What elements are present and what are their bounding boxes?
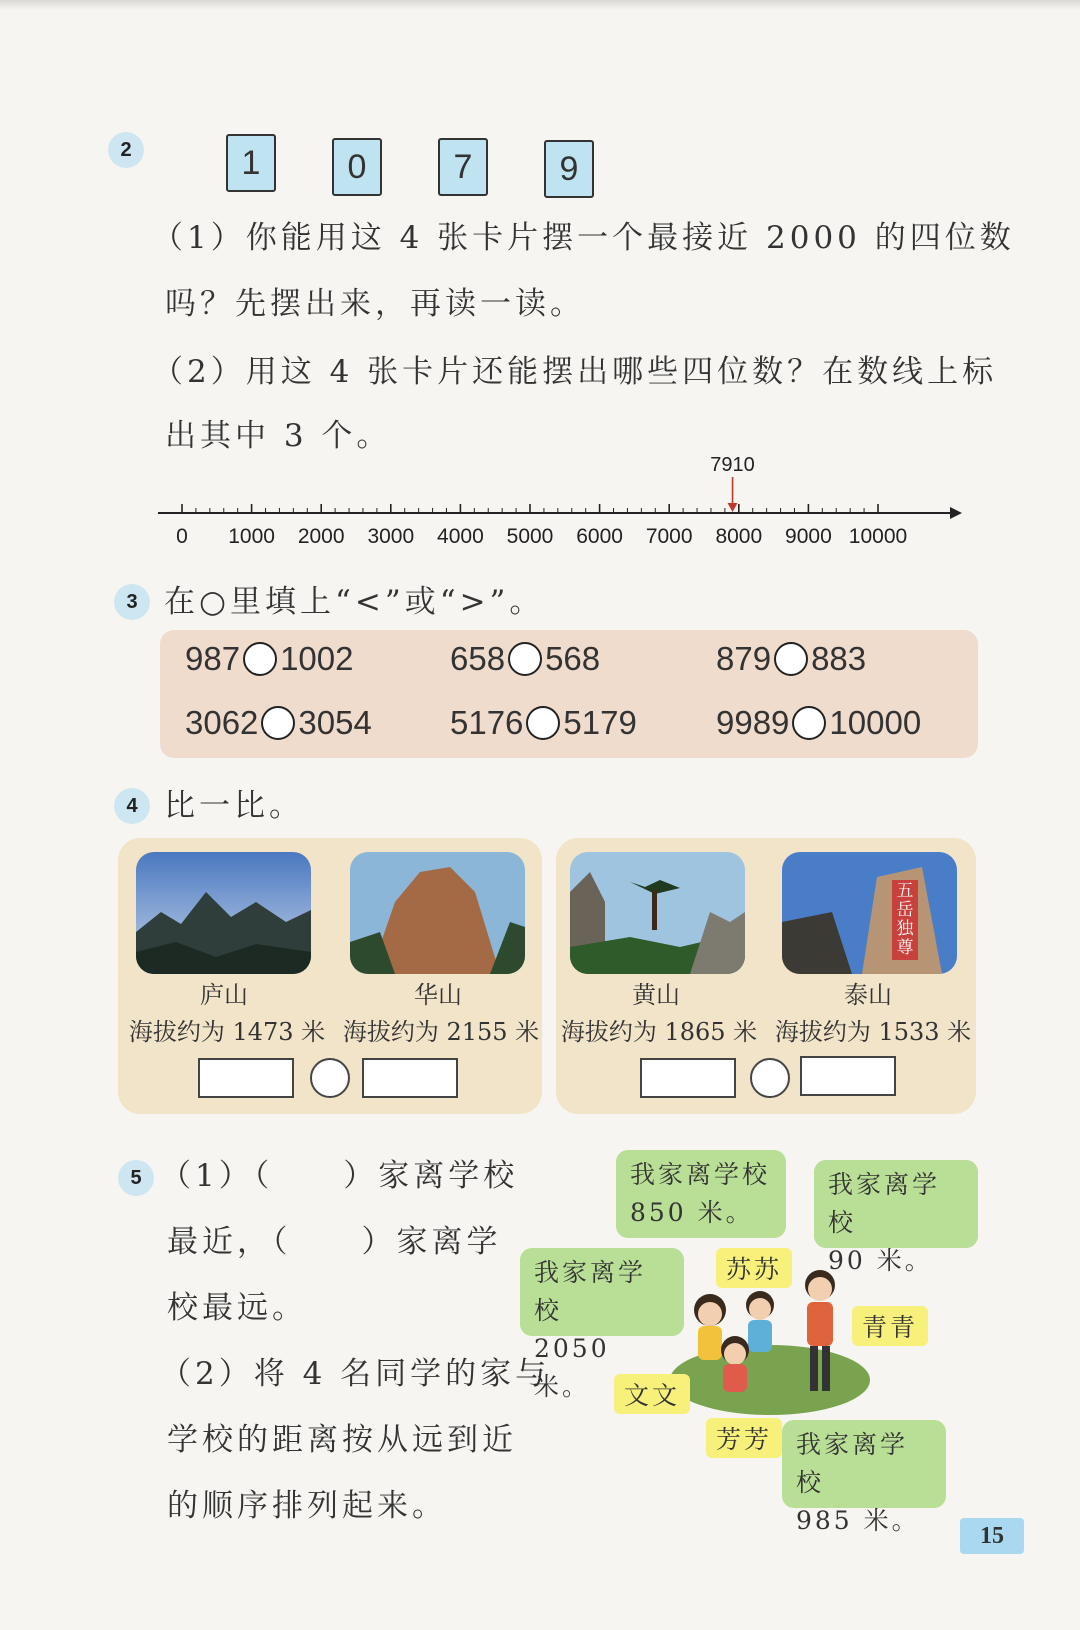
mountain-name: 泰山 [844, 981, 892, 1009]
answer-box[interactable] [800, 1056, 896, 1096]
mountain-name: 庐山 [200, 981, 248, 1009]
number-line-arrow-icon [950, 507, 962, 519]
bubble-text: 我家离学校 [828, 1170, 941, 1237]
answer-circle[interactable] [526, 706, 560, 740]
q5-part2-line1: （2）将 4 名同学的家与 [160, 1356, 551, 1392]
bubble-text: 2050 米。 [534, 1334, 610, 1401]
answer-circle[interactable] [508, 642, 542, 676]
q2-part1-line1: （1）你能用这 4 张卡片摆一个最接近 2000 的四位数 [152, 220, 1015, 256]
comparison-right: 3054 [298, 704, 372, 741]
comparison-left: 3062 [185, 704, 259, 741]
number-line-tick-label: 6000 [576, 525, 623, 548]
comparison-left: 5176 [450, 704, 524, 741]
answer-circle[interactable] [750, 1058, 790, 1098]
q3-prompt: 在○里填上“<”或“>”。 [164, 584, 545, 620]
bubble-text: 90 米。 [828, 1246, 933, 1275]
number-line-tick-label: 4000 [437, 525, 484, 548]
page-top-edge [0, 0, 1080, 10]
answer-box[interactable] [640, 1058, 736, 1098]
number-line-tick-label: 5000 [506, 525, 554, 548]
number-line-tick-label: 8000 [715, 525, 763, 548]
answer-box[interactable] [198, 1058, 294, 1098]
comparison-2 [450, 640, 600, 678]
comparison-left: 9989 [716, 704, 790, 741]
speech-bubble-qingqing [814, 1160, 978, 1275]
mountain-photo-taishan [782, 852, 957, 974]
mountain-height: 海拔约为 2155 米 [342, 1018, 540, 1046]
question-2-badge: 2 [108, 132, 144, 168]
answer-circle[interactable] [310, 1058, 350, 1098]
mountain-photo-lushan [136, 852, 311, 974]
speech-bubble-fangfang [782, 1420, 946, 1535]
number-line-tick-label: 0 [176, 525, 188, 548]
question-5-badge: 5 [118, 1160, 154, 1196]
digit-card-1: 1 [226, 134, 276, 192]
name-label-fangfang: 芳芳 [706, 1418, 782, 1458]
answer-circle[interactable] [243, 642, 277, 676]
digit-card-3: 7 [438, 138, 488, 196]
q5-part1-line1: （1）（ ）家离学校 [160, 1158, 519, 1194]
answer-circle[interactable] [792, 706, 826, 740]
comparison-left: 879 [716, 640, 772, 677]
comparison-1 [185, 640, 353, 678]
bubble-text: 我家离学校 [534, 1258, 647, 1325]
bubble-text: 我家离学校 [796, 1430, 909, 1497]
comparison-left: 987 [185, 640, 241, 677]
q2-part2-line2: 出其中 3 个。 [165, 418, 392, 454]
mountain-name: 黄山 [632, 981, 680, 1009]
page-number: 15 [960, 1518, 1024, 1554]
q5-part2-line2: 学校的距离按从远到近 [167, 1422, 517, 1458]
comparison-right: 568 [545, 640, 601, 677]
number-line [150, 455, 970, 565]
comparison-right: 10000 [829, 704, 922, 741]
q5-part1-line3: 校最远。 [167, 1290, 307, 1326]
question-4-badge: 4 [114, 788, 150, 824]
number-line-tick-label: 2000 [297, 525, 345, 548]
number-line-marker-arrow-icon [728, 503, 738, 512]
comparison-5 [450, 704, 637, 742]
name-label-susu: 苏苏 [716, 1248, 792, 1288]
speech-bubble-susu [616, 1150, 786, 1238]
comparison-4 [185, 704, 372, 742]
question-3-badge: 3 [114, 584, 150, 620]
answer-box[interactable] [362, 1058, 458, 1098]
bubble-text: 850 米。 [630, 1198, 754, 1227]
number-line-tick-label: 3000 [367, 525, 415, 548]
mountain-name: 华山 [414, 981, 462, 1009]
digit-card-2: 0 [332, 138, 382, 196]
mountain-photo-huangshan [570, 852, 745, 974]
q5-part1-line2: 最近，（ ）家离学 [167, 1224, 502, 1260]
name-label-qingqing: 青青 [852, 1306, 928, 1346]
name-label-wenwen: 文文 [614, 1374, 690, 1414]
number-line-marker-label: 7910 [710, 455, 755, 476]
q5-part2-line3: 的顺序排列起来。 [167, 1488, 447, 1524]
number-line-tick-label: 9000 [785, 525, 832, 548]
answer-circle[interactable] [774, 642, 808, 676]
mountain-height: 海拔约为 1473 米 [128, 1018, 326, 1046]
number-line-tick-label: 7000 [645, 525, 693, 548]
q4-prompt: 比一比。 [164, 788, 304, 824]
comparison-left: 658 [450, 640, 506, 677]
comparison-right: 883 [811, 640, 867, 677]
number-line-tick-label: 1000 [228, 525, 275, 548]
number-line-tick-label: 10000 [848, 525, 908, 548]
mountain-photo-huashan [350, 852, 525, 974]
digit-card-4: 9 [544, 140, 594, 198]
answer-circle[interactable] [261, 706, 295, 740]
mountain-height: 海拔约为 1865 米 [560, 1018, 758, 1046]
stone-inscription: 五岳独尊 [896, 881, 914, 958]
q2-part2-line1: （2）用这 4 张卡片还能摆出哪些四位数？在数线上标 [152, 354, 998, 390]
comparison-3 [716, 640, 866, 678]
comparison-right: 1002 [280, 640, 354, 677]
mountain-height: 海拔约为 1533 米 [774, 1018, 972, 1046]
bubble-text: 我家离学校 [630, 1160, 771, 1189]
bubble-text: 985 米。 [796, 1506, 920, 1535]
comparison-6 [716, 704, 921, 742]
comparison-right: 5179 [563, 704, 637, 741]
q2-part1-line2: 吗？先摆出来，再读一读。 [165, 286, 585, 322]
